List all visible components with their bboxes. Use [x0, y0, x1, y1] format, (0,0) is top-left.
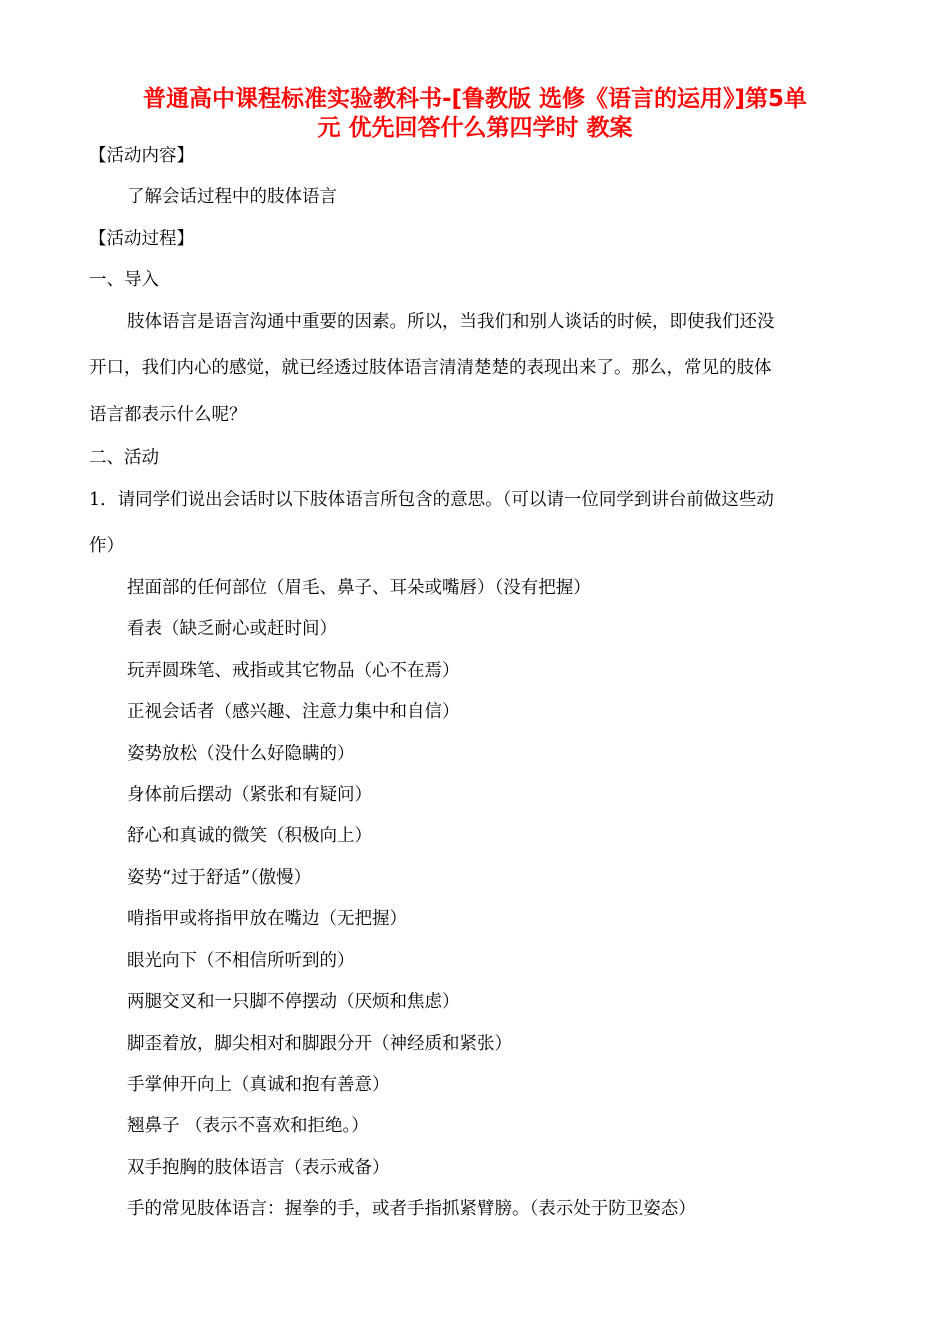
list-item: 姿势“过于舒适”（傲慢） — [127, 868, 312, 888]
list-item: 身体前后摆动（紧张和有疑问） — [127, 785, 372, 805]
list-item: 眼光向下（不相信所听到的） — [127, 951, 355, 971]
activity-content-text: 了解会话过程中的肢体语言 — [127, 187, 337, 207]
activity-process-heading: 【活动过程】 — [89, 229, 194, 249]
list-item: 玩弄圆珠笔、戒指或其它物品（心不在焉） — [127, 661, 460, 681]
intro-heading: 一、导入 — [89, 270, 159, 290]
list-item: 啃指甲或将指甲放在嘴边（无把握） — [127, 909, 407, 929]
list-item: 姿势放松（没什么好隐瞒的） — [127, 744, 355, 764]
list-item: 翘鼻子 （表示不喜欢和拒绝。） — [127, 1116, 369, 1136]
list-item: 舒心和真诚的微笑（积极向上） — [127, 826, 372, 846]
activity-question-line-2: 作） — [89, 536, 124, 556]
activity-content-heading: 【活动内容】 — [89, 146, 194, 166]
list-item: 两腿交叉和一只脚不停摆动（厌烦和焦虑） — [127, 992, 460, 1012]
list-item: 手的常见肢体语言：握拳的手，或者手指抓紧臂膀。（表示处于防卫姿态） — [127, 1199, 696, 1219]
list-item: 双手抱胸的肢体语言（表示戒备） — [127, 1158, 390, 1178]
intro-paragraph-line-2: 开口，我们内心的感觉，就已经透过肢体语言清清楚楚的表现出来了。那么，常见的肢体 — [89, 358, 772, 378]
list-item: 捏面部的任何部位（眉毛、鼻子、耳朵或嘴唇）（没有把握） — [127, 578, 591, 598]
document-title-line-1: 普通高中课程标准实验教科书-[鲁教版 选修《语言的运用》]第5单 — [142, 86, 808, 112]
document-title-line-2: 元 优先回答什么第四学时 教案 — [317, 115, 633, 141]
activity-heading: 二、活动 — [89, 448, 159, 468]
intro-paragraph-line-1: 肢体语言是语言沟通中重要的因素。所以，当我们和别人谈话的时候，即使我们还没 — [127, 312, 775, 332]
list-item: 正视会话者（感兴趣、注意力集中和自信） — [127, 702, 460, 722]
list-item: 脚歪着放，脚尖相对和脚跟分开（神经质和紧张） — [127, 1034, 512, 1054]
intro-paragraph-line-3: 语言都表示什么呢？ — [89, 405, 247, 425]
activity-question-line-1: 1．请同学们说出会话时以下肢体语言所包含的意思。（可以请一位同学到讲台前做这些动 — [89, 490, 774, 510]
list-item: 手掌伸开向上（真诚和抱有善意） — [127, 1075, 390, 1095]
list-item: 看表（缺乏耐心或赶时间） — [127, 619, 337, 639]
